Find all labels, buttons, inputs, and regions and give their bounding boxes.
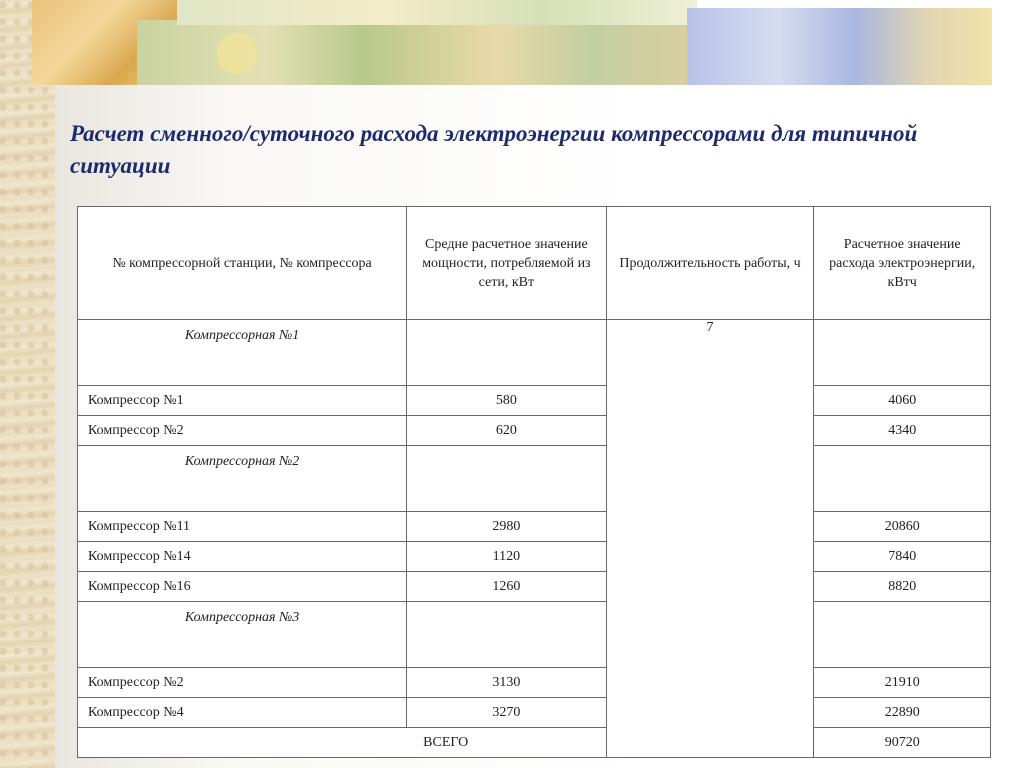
power-value: 2980: [407, 512, 607, 542]
header-average-power: Средне расчетное значение мощности, потребляемой из сети, кВт: [407, 207, 607, 320]
empty-cell: [814, 320, 991, 386]
decorative-left-strip: [0, 0, 55, 768]
energy-value: 22890: [814, 698, 991, 728]
power-value: 3270: [407, 698, 607, 728]
energy-consumption-table: [77, 206, 991, 758]
compressor-name: Компрессор №2: [78, 416, 407, 446]
energy-value: 20860: [814, 512, 991, 542]
compressor-name: Компрессор №2: [78, 668, 407, 698]
energy-value: 8820: [814, 572, 991, 602]
table-row: [78, 602, 991, 668]
decorative-banner: [32, 0, 992, 85]
station-name: Компрессорная №3: [78, 602, 407, 668]
compressor-name: Компрессор №4: [78, 698, 407, 728]
header-energy: Расчетное значение расхода электроэнергии, кВтч: [814, 207, 991, 320]
compressor-name: Компрессор №14: [78, 542, 407, 572]
total-row: [78, 728, 991, 758]
slide-title: Расчет сменного/суточного расхода электроэнергии компрессорами для типичной ситуации: [70, 121, 918, 178]
empty-cell: [407, 320, 607, 386]
table-row: [78, 512, 991, 542]
header-duration: Продолжительность работы, ч: [606, 207, 814, 320]
compressor-name: Компрессор №16: [78, 572, 407, 602]
energy-value: 4340: [814, 416, 991, 446]
compressor-name: Компрессор №11: [78, 512, 407, 542]
station-name: Компрессорная №2: [78, 446, 407, 512]
energy-value: 4060: [814, 386, 991, 416]
station-name: Компрессорная №1: [78, 320, 407, 386]
power-value: 580: [407, 386, 607, 416]
energy-value: 7840: [814, 542, 991, 572]
power-value: 620: [407, 416, 607, 446]
table-row: [78, 698, 991, 728]
table-row: [78, 416, 991, 446]
table-row: [78, 572, 991, 602]
power-value: 1120: [407, 542, 607, 572]
header-station-compressor: № компрессорной станции, № компрессора: [78, 207, 407, 320]
empty-cell: [814, 446, 991, 512]
empty-cell: [407, 602, 607, 668]
empty-cell: [407, 446, 607, 512]
energy-value: 21910: [814, 668, 991, 698]
table-header-row: [78, 207, 991, 320]
table-row: [78, 386, 991, 416]
table-row: [78, 446, 991, 512]
table-row: [78, 668, 991, 698]
table-row: [78, 542, 991, 572]
empty-cell: [814, 602, 991, 668]
power-value: 1260: [407, 572, 607, 602]
duration-cell: 7: [606, 320, 814, 758]
power-value: 3130: [407, 668, 607, 698]
compressor-name: Компрессор №1: [78, 386, 407, 416]
total-value: 90720: [814, 728, 991, 758]
total-label: ВСЕГО: [78, 728, 814, 758]
table-row: [78, 320, 991, 386]
